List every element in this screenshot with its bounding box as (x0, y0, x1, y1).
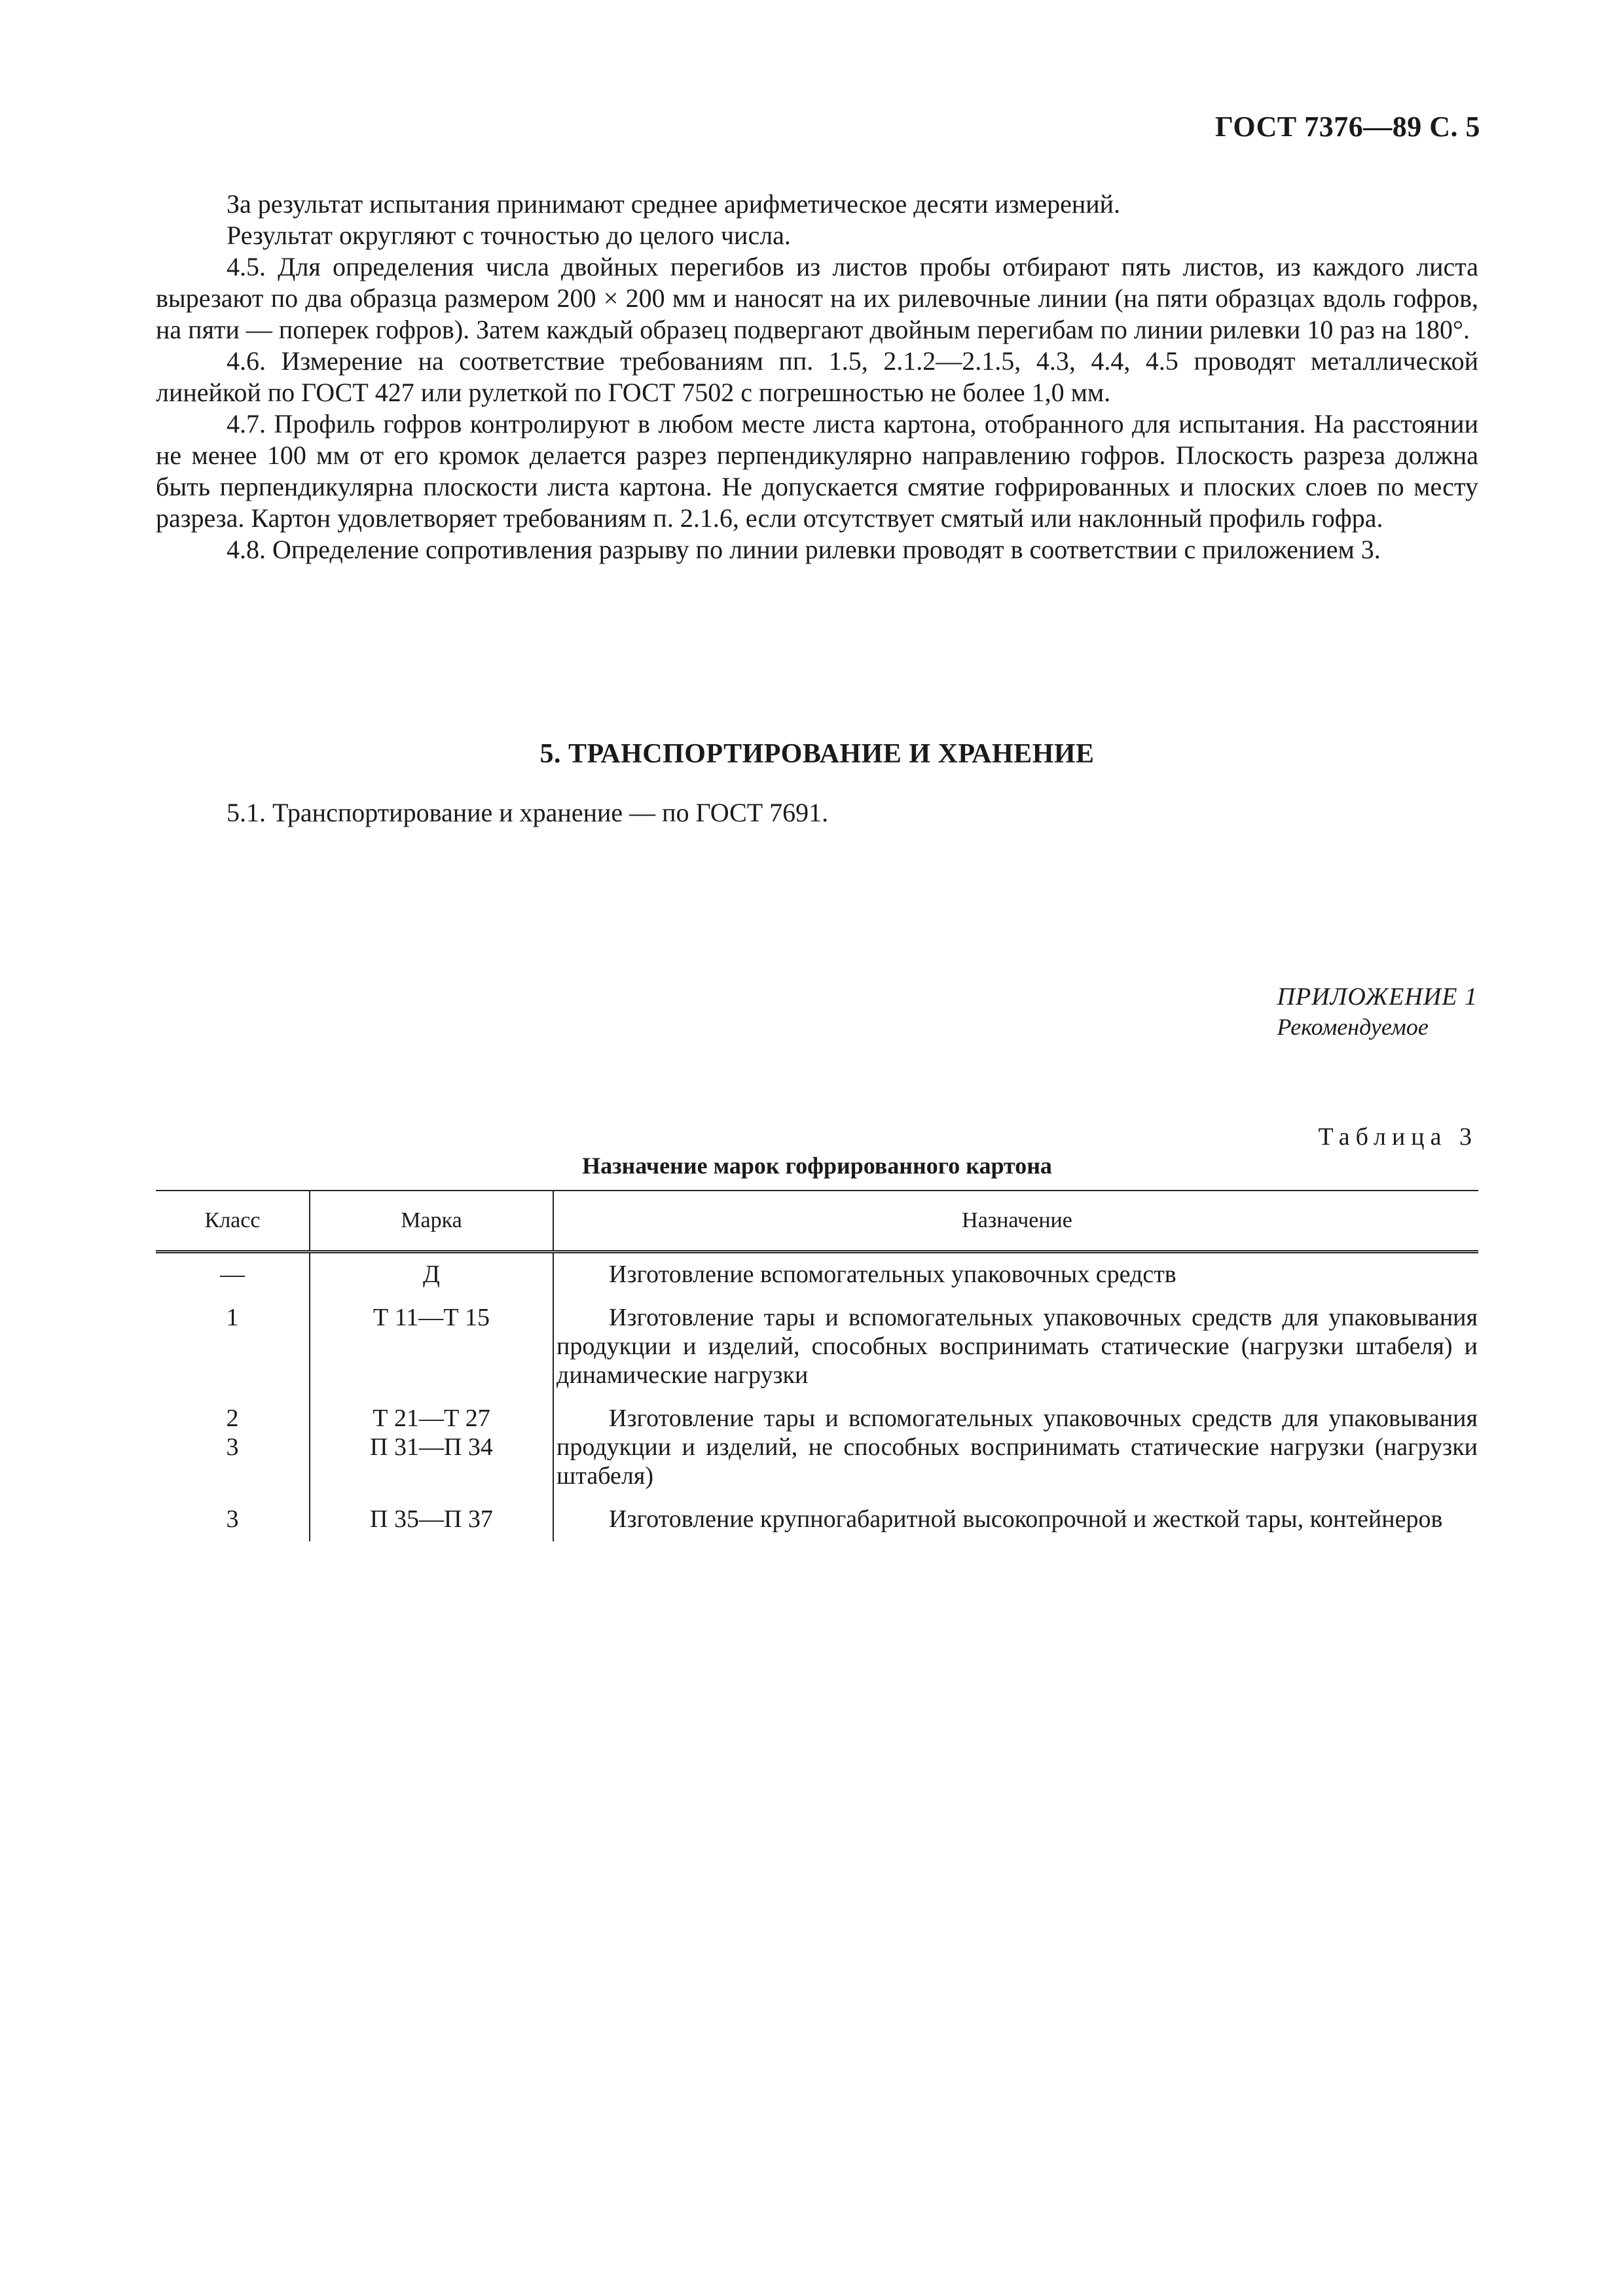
appendix-title: ПРИЛОЖЕНИЕ 1 (1277, 983, 1478, 1011)
column-header-mark: Марка (310, 1191, 553, 1252)
cell-mark: Д (310, 1252, 553, 1297)
table-header-row (156, 1191, 1478, 1252)
body-text (156, 188, 1478, 565)
cell-class: — (156, 1252, 310, 1297)
table-row (156, 1498, 1478, 1541)
cell-purpose: Изготовление вспомогательных упаковочных средств (609, 1261, 1176, 1288)
cell-purpose: Изготовление крупногабаритной высокопрочной и жесткой тары, контейнеров (609, 1505, 1443, 1533)
section-item-5-1: 5.1. Транспортирование и хранение — по ГОСТ 7691. (227, 798, 829, 827)
cell-purpose: Изготовление тары и вспомогательных упаковочных средств для упаковывания продукции и изделий, способных воспринимать статические (нагрузки штабеля) и динамические нагрузки (556, 1304, 1478, 1389)
appendix-heading (1277, 982, 1478, 1042)
table-row (156, 1252, 1478, 1297)
paragraph: Результат округляют с точностью до целого числа. (227, 221, 791, 250)
paragraph: За результат испытания принимают среднее арифметическое десяти измерений. (227, 189, 1121, 219)
column-header-purpose: Назначение (553, 1191, 1478, 1252)
paragraph-4-8: 4.8. Определение сопротивления разрыву по линии рилевки проводят в соответствии с приложением 3. (227, 535, 1381, 564)
section-title: 5. ТРАНСПОРТИРОВАНИЕ И ХРАНЕНИЕ (539, 739, 1095, 769)
table-row (156, 1397, 1478, 1498)
cell-purpose: Изготовление тары и вспомогательных упаковочных средств для упаковывания продукции и изделий, не способных воспринимать статические нагрузки (нагрузки штабеля) (556, 1405, 1478, 1490)
marks-table (156, 1190, 1478, 1541)
table-row (156, 1297, 1478, 1397)
paragraph-4-6: 4.6. Измерение на соответствие требованиям пп. 1.5, 2.1.2—2.1.5, 4.3, 4.4, 4.5 проводят металлической линейкой по ГОСТ 427 или рулеткой по ГОСТ 7502 с погрешностью не более 1,0 мм. (156, 346, 1478, 407)
table-label: Таблица 3 (1318, 1123, 1478, 1151)
cell-class: 3 (156, 1498, 310, 1541)
cell-class: 2 3 (156, 1397, 310, 1498)
paragraph-4-7: 4.7. Профиль гофров контролируют в любом месте листа картона, отобранного для испытания. На расстоянии не менее 100 мм от его кромок делается разрез перпендикулярно направлению гофров. Плоскость разреза должна быть перпендикулярна плоскости листа картона. Не допускается смятие гофрированных и плоских слоев по месту разреза. Картон удовлетворяет требованиям п. 2.1.6, если отсутствует смятый или наклонный профиль гофра. (156, 409, 1478, 533)
page-header: ГОСТ 7376—89 С. 5 (1214, 111, 1480, 143)
paragraph-4-5: 4.5. Для определения числа двойных перегибов из листов пробы отбирают пять листов, из каждого листа вырезают по два образца размером 200 × 200 мм и наносят на их рилевочные линии (на пяти образцах вдоль гофров, на пяти — поперек гофров). Затем каждый образец подвергают двойным перегибам по линии рилевки 10 раз на 180°. (156, 252, 1478, 344)
cell-mark: П 35—П 37 (310, 1498, 553, 1541)
cell-class: 1 (156, 1297, 310, 1397)
table-title: Назначение марок гофрированного картона (582, 1153, 1052, 1179)
cell-mark: Т 21—Т 27 П 31—П 34 (310, 1397, 553, 1498)
cell-mark: Т 11—Т 15 (310, 1297, 553, 1397)
column-header-class: Класс (156, 1191, 310, 1252)
appendix-subtitle: Рекомендуемое (1277, 1014, 1429, 1040)
